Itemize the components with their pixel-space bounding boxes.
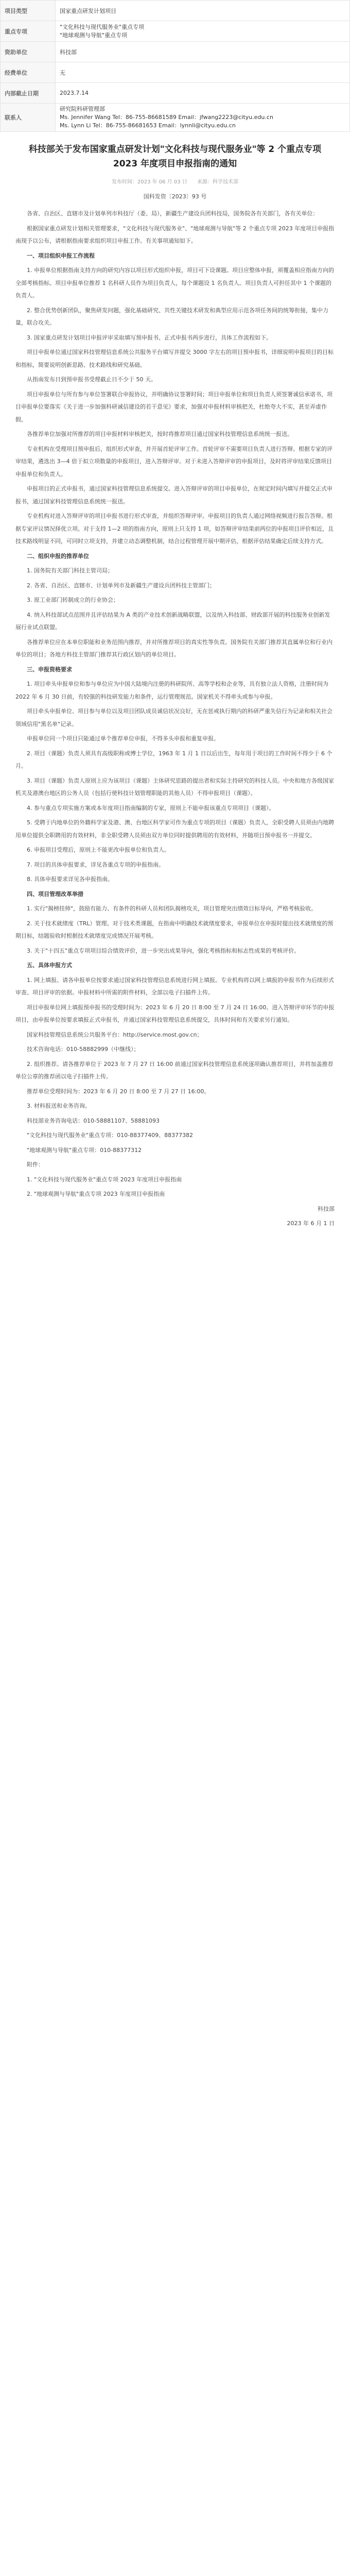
meta-value — [56, 104, 350, 132]
meta-value: 科技部 — [56, 42, 350, 62]
section-heading: 二、组织申报的推荐单位 — [27, 552, 89, 560]
meta-row-project-type — [1, 1, 350, 21]
meta-key: 内部截止日期 — [1, 83, 56, 104]
meta-key: 资助单位 — [1, 42, 56, 62]
body-paragraph: 2. 各省、自治区、直辖市、计划单列市及新疆生产建设兵团科技主管部门； — [27, 582, 215, 589]
body-paragraph: 8. 具体申报要求详见各申报指南。 — [27, 876, 113, 883]
body-paragraph: 项目申报单位通过国家科技管理信息系统公共服务平台填写并提交 3000 字左右的项目预申报书，详细说明申报项目的目标和指标，简要说明创新思路、技术路线和研究基础。 — [15, 349, 334, 368]
body-paragraph: 推荐单位受理时间为：2023 年 6 月 20 日 8:00 至 7 月 27 日 16:00。 — [27, 1088, 210, 1095]
publish-info — [0, 177, 350, 185]
body-paragraph: "文化科技与现代服务业"重点专项：010-88377409、88377382 — [27, 1132, 194, 1139]
meta-key: 联系人 — [1, 104, 56, 132]
body-paragraph: 7. 项目的具体申报要求，详见各重点专项的申报指南。 — [27, 861, 164, 868]
body-paragraph: 专业机构在受理项目预申报后，组织形式审查，并开展首轮评审工作。首轮评审不需要项目负责人进行答辩。根据专家的评审结果，遴选出 3—4 倍于拟立项数量的申报项目，进入答辩评审。对于未进入答辩评审的申报项目，及时将评审结果反馈项目申报单位和负责人。 — [15, 445, 332, 478]
body-paragraph: 附件： — [27, 1161, 44, 1168]
meta-key: 重点专项 — [1, 21, 56, 42]
notice-body — [0, 208, 350, 1230]
body-paragraph: 2. 项目（课题）负责人须具有高级职称或博士学位，1963 年 1 月 1 日以后出生，每年用于项目的工作时间不得少于 6 个月。 — [15, 750, 332, 769]
body-paragraph: 各推荐单位加强对所推荐的项目申报材料审核把关，按时将推荐项目通过国家科技管理信息系统统一报送。 — [27, 431, 293, 437]
body-paragraph: 技术咨询电话：010-58882999（中继线）； — [27, 1046, 139, 1053]
body-paragraph: 3. 材料报送和业务咨询。 — [27, 1103, 91, 1109]
meta-value: 2023.7.14 — [56, 83, 350, 104]
section-heading: 五、具体申报方式 — [27, 962, 72, 969]
body-paragraph: 2. 整合优势创新团队，聚焦研发问题，强化基础研究、共性关键技术研发和典型应用示范各项任务间的统筹衔接，集中力量，联合攻关。 — [15, 307, 328, 326]
body-paragraph: 2. "地球观测与导航"重点专项 2023 年度项目申报指南 — [27, 1191, 165, 1197]
special-project-1: "文化科技与现代服务业"重点专项 — [60, 23, 145, 30]
body-paragraph: 国家科技管理信息系统公共服务平台：http://service.most.gov.cn； — [27, 1031, 203, 1038]
special-project-2: "地球观测与导航"重点专项 — [60, 31, 128, 39]
body-paragraph: 各推荐单位应在本单位职能和业务范围内推荐，并对所推荐项目的真实性等负责。国务院有关部门推荐其直属单位和行业内单位的项目；各地方科技主管部门推荐其行政区划内的单位项目。 — [15, 638, 332, 658]
body-paragraph: 项目牵头申报单位、项目参与单位以及项目团队成员诚信状况良好，无在惩戒执行期内的科研严重失信行为记录和相关社会领域信用"黑名单"记录。 — [15, 708, 332, 727]
body-paragraph: 2. 关于技术就绪度（TRL）管理。对于技术类课题，在指南中明确技术就绪度要求，申报单位在申报时提出技术就绪度的预期目标，结题验收时根据技术就绪度完成情况开展考核。 — [15, 920, 334, 939]
section-heading: 一、项目组织申报工作流程 — [27, 252, 95, 259]
project-meta-table — [0, 0, 350, 132]
meta-row-special-project — [1, 21, 350, 42]
meta-row-contact — [1, 104, 350, 132]
body-paragraph: 5. 受聘于内地单位的外籍科学家及港、澳、台地区科学家可作为重点专项的项目（课题）负责人，全职受聘人员须由内地聘用单位提供全职聘用的有效材料，非全职受聘人员须由双方单位同时提供聘用的有效材料，并随项目预申报书一并提交。 — [15, 819, 334, 839]
meta-row-deadline — [1, 83, 350, 104]
body-paragraph: 3. 国家重点研发计划项目申报评审采取填写预申报书、正式申报书两步进行，具体工作流程如下。 — [27, 334, 272, 341]
body-paragraph: 6. 申报项目受理后，原则上不能更改申报单位和负责人。 — [27, 846, 170, 853]
publish-source: 来源：科学技术部 — [197, 179, 238, 185]
body-paragraph: 各省、自治区、直辖市及计划单列市科技厅（委、局），新疆生产建设兵团科技局，国务院各有关部门，各有关单位： — [27, 210, 319, 217]
contact-dept: 研究院科研管理部 — [60, 106, 105, 112]
body-paragraph: 项目申报单位网上填报预申报书的受理时间为：2023 年 6 月 20 日 8:00 至 7 月 24 日 16:00。进入答辩评审环节的申报项目，由申报单位按要求填报正式申报书，并通过国家科技管理信息系统提交，具体时间和有关要求另行通知。 — [15, 1004, 335, 1023]
meta-value: 无 — [56, 62, 350, 83]
body-paragraph: 2. 组织推荐。请各推荐单位于 2023 年 7 月 27 日 16:00 前通过国家科技管理信息系统逐项确认推荐项目，并将加盖推荐单位公章的推荐函以电子扫描件上传。 — [15, 1060, 334, 1080]
body-paragraph: 3. 关于"十四五"重点专项项目综合绩效评价，进一步突出成果导向，强化考核指标和标志性成果的考核评价。 — [27, 947, 300, 954]
body-paragraph: 1. 国务院有关部门科技主管司局； — [27, 567, 113, 574]
contact-2[interactable]: Ms. Lynn Li Tel：86-755-86681653 Email：lynnli@cityu.edu.cn — [60, 122, 236, 129]
section-heading: 四、项目管理改革举措 — [27, 890, 83, 897]
body-paragraph: 3. 原工业部门转制成立的行业协会； — [27, 597, 119, 603]
meta-value: 国家重点研发计划项目 — [56, 1, 350, 21]
contact-1[interactable]: Ms. Jennifer Wang Tel：86-755-86681589 Email：jfwang2223@cityu.edu.cn — [60, 114, 273, 121]
meta-key: 经费单位 — [1, 62, 56, 83]
notice-title: 科技部关于发布国家重点研发计划"文化科技与现代服务业"等 2 个重点专项 2023 年度项目申报指南的通知 — [28, 144, 322, 169]
body-paragraph: 1. 项目牵头申报单位和参与单位应为中国大陆境内注册的科研院所、高等学校和企业等，具有独立法人资格，注册时间为 2022 年 6 月 30 日前，有较强的科技研发能力和条件，运行管理规范。国家机关不得牵头或参与申报。 — [15, 681, 328, 700]
meta-row-funding-unit — [1, 62, 350, 83]
body-paragraph: 专业机构对进入答辩评审的项目申报书进行形式审查，并组织答辩评审。申报项目的负责人通过网络视频进行报告答辩。根据专家评议情况择优立项。对于支持 1—2 项的指南方向，原则上只支持 1 项，如答辩评审结果前两位的申报项目评价相近，且技术路线明显不同，可同时立项支持，并建立动态调整机制，结合过程管理开展中期评估，根据评估结果确定后续支持方式。 — [15, 513, 334, 545]
body-paragraph: 4. 纳入科技部试点范围并且评估结果为 A 类的产业技术创新战略联盟，以及纳入科技部、财政部开展的科技服务业创新发展行业试点联盟。 — [15, 611, 330, 631]
body-paragraph: 1. 申报单位根据指南支持方向的研究内容以项目形式组织申报，项目可下设课题。项目应整体申报，须覆盖相应指南方向的全部考核指标。项目申报单位推荐 1 名科研人员作为项目负责人，每个课题设 1 名负责人。项目负责人可担任其中 1 个课题的负责人。 — [15, 267, 334, 299]
body-paragraph: 项目申报单位与所有参与单位签署联合申报协议，并明确协议签署时间；项目申报单位和项目负责人须签署诚信承诺书，项目申报单位要落实《关于进一步加强科研诚信建设的若干意见》要求，加强对申报材料审核把关，杜绝夸大不实，甚至弄虚作假。 — [15, 391, 332, 423]
meta-key: 项目类型 — [1, 1, 56, 21]
body-paragraph: 申报单位同一个项目只能通过单个推荐单位申报，不得多头申报和重复申报。 — [27, 735, 219, 742]
body-paragraph: 3. 项目（课题）负责人原则上应为该项目（课题）主体研究思路的提出者和实际主持研究的科技人员。中央和地方各级国家机关及港澳台地区的公务人员（包括行使科技计划管理职能的其他人员）不得申报项目（课题）。 — [15, 777, 334, 796]
publish-date: 发布时间：2023 年 06 月 03 日 — [112, 179, 187, 185]
section-heading: 三、申报资格要求 — [27, 666, 72, 673]
signature-line: 科技部 — [318, 1205, 335, 1212]
body-paragraph: 1. 实行"揭榜挂帅"，鼓励有能力、有条件的科研人员和团队揭榜攻关，项目管理突出绩效目标导向，严格考核验收。 — [27, 905, 317, 912]
body-paragraph: 根据国家重点研发计划相关管理要求，"文化科技与现代服务业"、"地球观测与导航"等 2 个重点专项 2023 年度项目申报指南现予以公布，请根据指南要求组织项目申报工作。有关事项通知如下。 — [15, 225, 335, 244]
body-paragraph: 申报项目的正式申报书，通过国家科技管理信息系统提交。进入答辩评审的项目申报单位，在规定时间内填写并提交正式申报书，通过国家科技管理信息系统统一报送。 — [15, 485, 332, 505]
body-paragraph: 1. "文化科技与现代服务业"重点专项 2023 年度项目申报指南 — [27, 1176, 182, 1183]
document-number: 国科发资〔2023〕93 号 — [143, 193, 207, 200]
body-paragraph: 1. 网上填报。请各申报单位按要求通过国家科技管理信息系统进行网上填报。专业机构将以网上填报的申报书作为后续形式审查、项目评审的依据。申报材料中所需的附件材料，全部以电子扫描件上传。 — [15, 976, 334, 996]
body-paragraph: 科技部业务咨询电话：010-58881107、58881093 — [27, 1117, 160, 1124]
body-paragraph: 从指南发布日到预申报书受理截止日不少于 50 天。 — [27, 376, 156, 383]
meta-value — [56, 21, 350, 42]
meta-row-funder — [1, 42, 350, 62]
body-paragraph: 4. 参与重点专项实施方案或本年度项目指南编制的专家，原则上不能申报该重点专项项目（课题）。 — [27, 804, 275, 811]
signature-line: 2023 年 6 月 1 日 — [287, 1220, 335, 1227]
body-paragraph: "地球观测与导航"重点专项：010-88377312 — [27, 1146, 142, 1154]
